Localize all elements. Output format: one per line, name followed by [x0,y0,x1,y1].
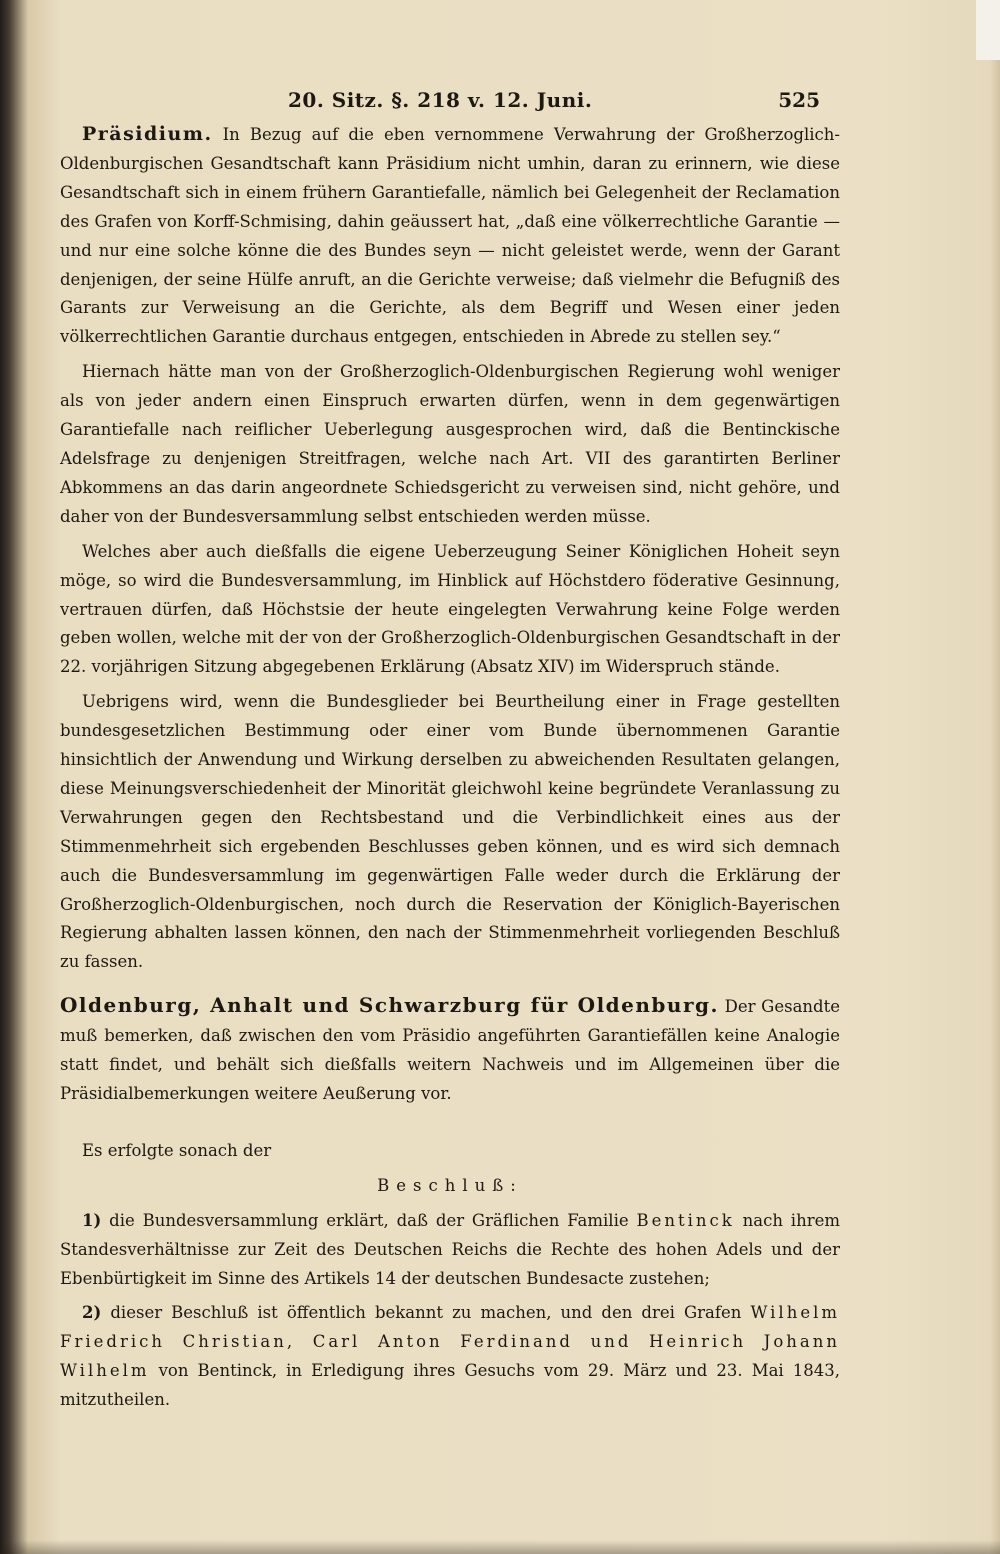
page-edge-shadow [0,1540,1000,1554]
paragraph-welches: Welches aber auch dießfalls die eigene Ueberzeugung Seiner Königlichen Hoheit seyn möge, so wird die Bundesversammlung, im Hinblick auf Höchstdero föderative Gesinnung, vertrauen dürfen, daß Höchstsie der heute eingelegten Verwahrung keine Folge werden geben wollen, welche mit der von der Großherzoglich-Oldenburgischen Gesandtschaft in der 22. vorjährigen Sitzung abgegebenen Erklärung (Absatz XIV) im Widerspruch stände. [60,541,840,677]
item-text: nach ihrem Standesverhältnisse zur Zeit des Deutschen Reichs die Rechte des hohen Adels und der Ebenbürtigkeit im Sinne des Artikels 14 der deutschen Bundesacte zustehen; [60,1210,840,1288]
item-text: die Bundesversammlung erklärt, daß der Gräflichen Familie [109,1210,629,1230]
paragraph-text: In Bezug auf die eben vernommene Verwahrung der Großherzoglich-Oldenburgischen Gesandtschaft kann Präsidium nicht umhin, daran zu erinnern, wie diese Gesandtschaft sich in einem frühern Garantiefalle, nämlich bei Gelegenheit der Reclamation des Grafen von Korff-Schmising, dahin geäussert hat, „daß eine völkerrechtliche Garantie — und nur eine solche könne die des Bundes seyn — nicht geleistet werde, wenn der Garant denjenigen, der seine Hülfe anruft, an die Gerichte verweise; daß vielmehr die Befugniß des Garants zur Verweisung an die Gerichte, als dem Begriff und Wesen einer jeden völkerrechtlichen Garantie durchaus entgegen, entschieden in Abrede zu stellen sey.“ [60,125,840,347]
page-header [60,80,840,120]
item-number: 2) [82,1303,102,1323]
page-content [60,80,840,1415]
resolution-item-2 [60,1299,840,1415]
item-text: von Bentinck, in Erledigung ihres Gesuchs vom 29. März und 23. Mai 1843, mitzutheilen. [60,1361,840,1410]
paragraph-uebrigens: Uebrigens wird, wenn die Bundesglieder bei Beurtheilung einer in Frage gestellten bundesgesetzlichen Bestimmung oder einer vom Bunde übernommenen Garantie hinsichtlich der Anwendung und Wirkung derselben zu abweichenden Resultaten gelangen, diese Meinungsverschiedenheit der Minorität gleichwohl keine begründete Veranlassung zu Verwahrungen gegen den Rechtsbestand und die Verbindlichkeit eines aus der Stimmenmehrheit sich ergebenden Beschlusses geben können, und es wird sich demnach auch die Bundesversammlung im gegenwärtigen Falle weder durch die Erklärung der Großherzoglich-Oldenburgischen, noch durch die Reservation der Königlich-Bayerischen Regierung abhalten lassen können, den nach der Stimmenmehrheit vorliegenden Beschluß zu fassen. [60,692,840,972]
speaker-praesidium: Präsidium. [82,123,213,145]
paragraph-oldenburg [60,991,840,1109]
paragraph-text: Der Gesandte muß bemerken, daß zwischen den vom Präsidio angeführten Garantiefällen keine Analogie statt findet, und behält sich dießfalls weitern Nachweis und im Allgemeinen über die Präsidialbemerkungen weitere Aeußerung vor. [60,997,840,1103]
resolution-item-1 [60,1207,840,1294]
resolution-heading: Beschluß: [377,1175,523,1195]
speaker-oldenburg: Oldenburg, Anhalt und Schwarzburg für Oldenburg. [60,993,719,1018]
page-corner [976,0,1000,60]
paragraph-hiernach: Hiernach hätte man von der Großherzoglich-Oldenburgischen Regierung wohl weniger als von jeder andern einen Einspruch erwarten dürfen, wenn in dem gegenwärtigen Garantiefalle nach reiflicher Ueberlegung ausgesprochen wird, daß die Bentinckische Adelsfrage zu denjenigen Streitfragen, welche nach Art. VII des garantirten Berliner Abkommens an das darin angeordnete Schiedsgericht zu verweisen sind, nicht gehöre, und daher von der Bundesversammlung selbst entschieden werden müsse. [60,362,840,526]
count-names: Wilhelm Friedrich Christian, Carl Anton Ferdinand und Heinrich Johann Wilhelm [60,1303,841,1381]
page-number: 525 [778,88,820,112]
item-text: dieser Beschluß ist öffentlich bekannt zu machen, und den drei Grafen [110,1303,742,1323]
item-number: 1) [82,1210,102,1230]
paragraph-praesidium [60,120,840,352]
family-name: Bentinck [636,1210,735,1230]
running-title: 20. Sitz. §. 218 v. 12. Juni. [288,88,593,112]
resolution-intro: Es erfolgte sonach der [82,1140,272,1160]
